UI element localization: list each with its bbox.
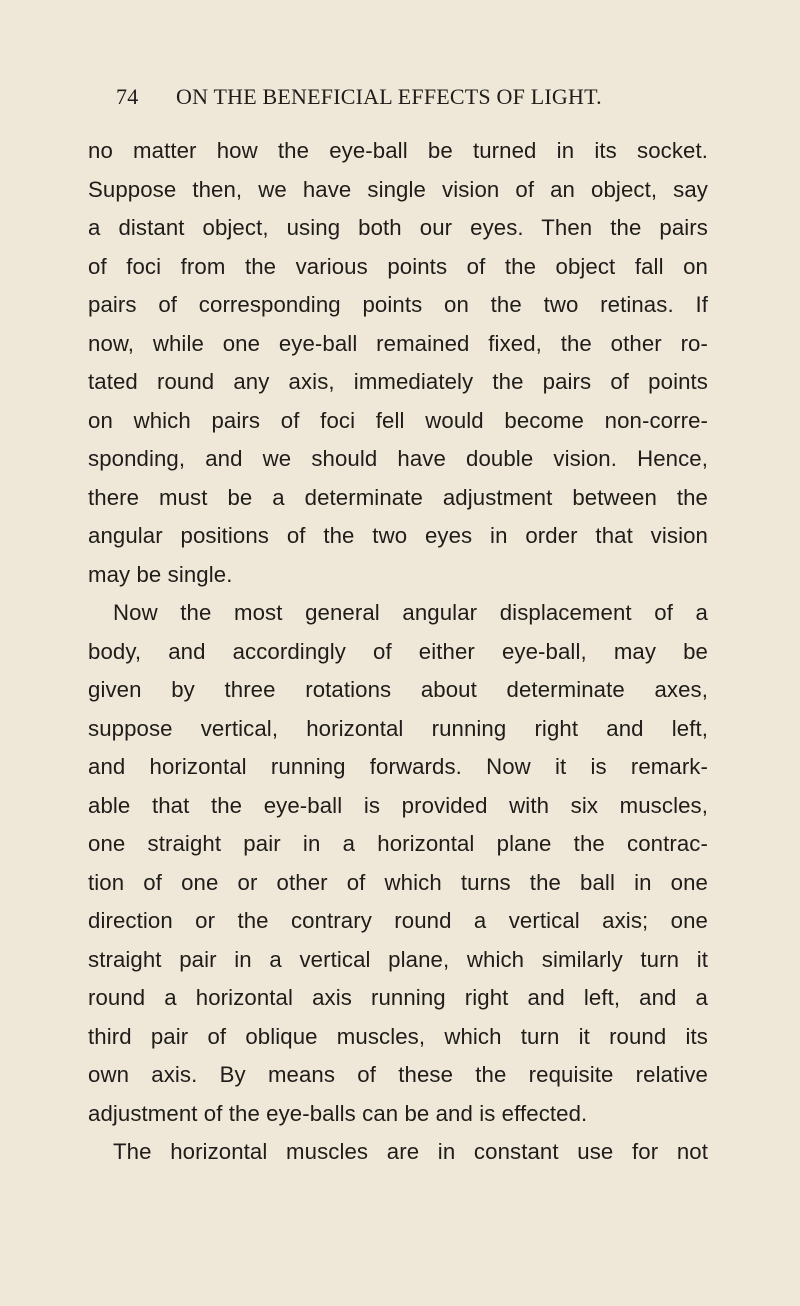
running-title: ON THE BENEFICIAL EFFECTS OF LIGHT. [176,84,602,109]
text-line: able that the eye-ball is provided with six muscles, [88,792,708,818]
text-line: angular positions of the two eyes in order that vision [88,523,708,549]
paragraph-first-line: The horizontal muscles are in constant use for not [113,1139,708,1165]
text-line: given by three rotations about determinate axes, [88,677,708,703]
text-line: suppose vertical, horizontal running right and left, [88,715,708,741]
text-line: third pair of oblique muscles, which turn it round its [88,1023,708,1049]
text-line: straight pair in a vertical plane, which similarly turn it [88,946,708,972]
text-line: body, and accordingly of either eye-ball, may be [88,638,708,664]
text-line: on which pairs of foci fell would become non-corre- [88,407,708,433]
text-line: tion of one or other of which turns the ball in one [88,869,708,895]
text-line: and horizontal running forwards. Now it is remark- [88,754,708,780]
text-line: there must be a determinate adjustment between the [88,484,708,510]
paragraph-last-line: may be single. [88,561,233,587]
page-number: 74 [116,84,139,109]
text-line: sponding, and we should have double vision. Hence, [88,446,708,472]
text-line: now, while one eye-ball remained fixed, the other ro- [88,330,708,356]
text-line: direction or the contrary round a vertical axis; one [88,908,708,934]
page-header [116,84,706,116]
text-line: round a horizontal axis running right and left, and a [88,985,708,1011]
text-line: pairs of corresponding points on the two retinas. If [88,292,708,318]
paragraph-last-line: adjustment of the eye-balls can be and is effected. [88,1100,588,1126]
text-line: of foci from the various points of the object fall on [88,253,708,279]
text-line: a distant object, using both our eyes. Then the pairs [88,215,708,241]
body-text [88,132,708,1172]
paragraph-first-line: Now the most general angular displacement of a [113,600,708,626]
text-line: one straight pair in a horizontal plane the contrac- [88,831,708,857]
text-line: own axis. By means of these the requisite relative [88,1062,708,1088]
text-line: Suppose then, we have single vision of an object, say [88,176,708,202]
text-line: tated round any axis, immediately the pairs of points [88,369,708,395]
text-line: no matter how the eye-ball be turned in its socket. [88,138,708,163]
